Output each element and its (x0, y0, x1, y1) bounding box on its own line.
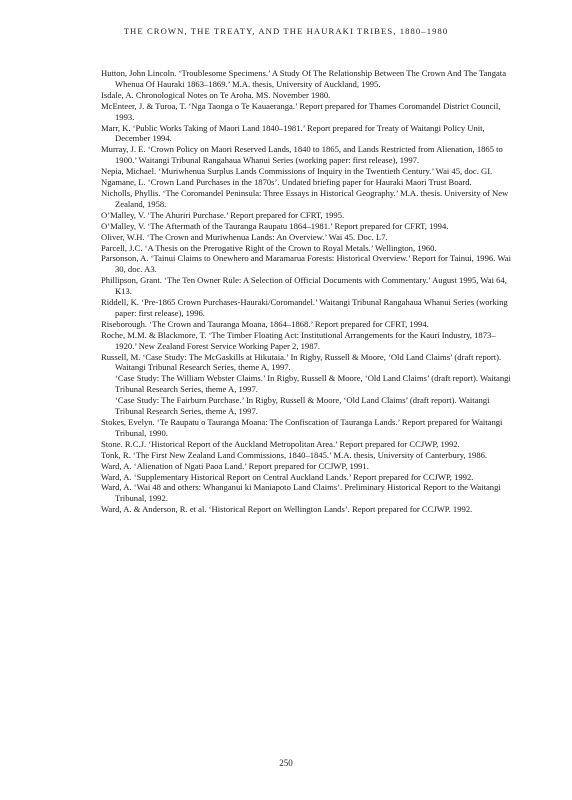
bibliography-entry: Parsonson, A. ‘Tainui Claims to Onewhero and Maramarua Forests: Historical Overview.’ Report for Tainui, 1996. Wai 30, doc. A3. (101, 253, 511, 275)
bibliography-entry: Isdale, A. Chronological Notes on Te Aroha. MS. November 1980. (101, 89, 331, 100)
bibliography-entry: Parcell, J.C. ‘A Thesis on the Prerogative Right of the Crown to Royal Metals.’ Wellington, 1960. (101, 242, 437, 253)
bibliography-entry: Riseborough. ‘The Crown and Tauranga Moana, 1864–1868.’ Report prepared for CFRT, 1994. (101, 318, 429, 329)
bibliography-entry: ‘Case Study: The William Webster Claims.’ In Rigby, Russell & Moore, ‘Old Land Claims’ (draft report). Waitangi Tribunal Research Series, theme A, 1997. (115, 373, 511, 395)
bibliography-entry: Roche, M.M. & Blackmore, T. ‘The Timber Floating Act: Institutional Arrangements for the Kauri Industry, 1873–1920.’ New Zealand Forest Service Working Paper 2, 1987. (101, 329, 496, 351)
bibliography-entry: Ward, A. ‘Alienation of Ngati Paoa Land.’ Report prepared for CCJWP, 1991. (101, 460, 369, 471)
bibliography-entry: McEnteer, J. & Turoa, T. ‘Nga Taonga o Te Kauaeranga.’ Report prepared for Thames Coromandel District Council, 1993. (101, 100, 501, 122)
bibliography-entry: Phillipson, Grant. ‘The Ten Owner Rule: A Selection of Official Documents with Commentary.’ August 1995, Wai 64, K13. (101, 275, 507, 297)
bibliography-entry: Nepia, Michael. ‘Muriwhenua Surplus Lands Commissions of Inquiry in the Twentieth Century.’ Wai 45, doc. GI. (101, 166, 493, 177)
bibliography-entry: Russell, M. ‘Case Study: The McGaskills at Hikutaia.’ In Rigby, Russell & Moore, ‘Old Land Claims’ (draft report). Waitangi Tribunal Research Series, theme A, 1997. (101, 351, 502, 373)
page-number: 250 (279, 758, 293, 768)
bibliography-entry: Riddell, K. ‘Pre-1865 Crown Purchases-Hauraki/Coromandel.’ Waitangi Tribunal Rangahaua Whanui Series (working paper: first release), 1996. (101, 297, 508, 318)
bibliography-entry: O’Malley, V. ‘The Ahuriri Purchase.’ Report prepared for CFRT, 1995. (101, 209, 345, 220)
bibliography-entry: Murray, J. E. ‘Crown Policy on Maori Reserved Lands, 1840 to 1865, and Lands Restricted from Alienation, 1865 to 1900.’ Waitangi Tribunal Rangahaua Whanui Series (working paper: first release), 1997. (101, 144, 503, 166)
bibliography-entry: Hutton, John Lincoln. ‘Troublesome Specimens.’ A Study Of The Relationship Between The Crown And The Tangata Whenua Of Hauraki 1863–1869.’ M.A. thesis, University of Auckland, 1995. (101, 68, 507, 89)
running-head: THE CROWN, THE TREATY, AND THE HAURAKI TRIBES, 1880–1980 (123, 26, 449, 36)
bibliography-entry: Stokes, Evelyn. ‘Te Raupatu o Tauranga Moana: The Confiscation of Tauranga Lands.’ Report prepared for Waitangi Tribunal, 1990. (101, 417, 503, 438)
bibliography-entry: Stone. R.C.J. ‘Historical Report of the Auckland Metropolitan Area.’ Report prepared for CCJWP, 1992. (101, 438, 460, 449)
bibliography-entry: Ngamane, L. ‘Crown Land Purchases in the 1870s’. Undated briefing paper for Hauraki Maori Trust Board. (101, 177, 472, 188)
bibliography-entry: Ward, A. ‘Wai 48 and others: Whanganui ki Maniapoto Land Claims’. Preliminary Historical Report to the Waitangi Tribunal, 1992. (101, 482, 501, 504)
bibliography-entry: Ward, A. & Anderson, R. et al. ‘Historical Report on Wellington Lands’. Report prepared for CCJWP. 1992. (101, 504, 473, 515)
bibliography-entry: O’Malley, V. ‘The Aftermath of the Tauranga Raupatu 1864–1981.’ Report prepared for CFRT, 1994. (101, 220, 449, 231)
bibliography-entry: Ward, A. ‘Supplementary Historical Report on Central Auckland Lands.’ Report prepared for CCJWP, 1992. (101, 471, 474, 482)
bibliography-list (101, 68, 513, 515)
bibliography-entry: Oliver, W.H. ‘The Crown and Muriwhenua Lands: An Overview.’ Wai 45. Doc. L7. (101, 231, 388, 242)
bibliography-entry: Tonk, R. ‘The First New Zealand Land Commissions, 1840–1845.’ M.A. thesis, University of Canterbury, 1986. (101, 449, 488, 460)
bibliography-entry: Marr, K. ‘Public Works Taking of Maori Land 1840–1981.’ Report prepared for Treaty of Waitangi Policy Unit, December 1994. (101, 122, 485, 144)
bibliography-entry: Nicholls, Phyllis. ‘The Coromandel Peninsula: Three Essays in Historical Geography.’ M.A. thesis. University of New Zealand, 1958. (101, 187, 509, 209)
bibliography-entry: ‘Case Study: The Fairburn Purchase.’ In Rigby, Russell & Moore, ‘Old Land Claims’ (draft report). Waitangi Tribunal Research Series, theme A, 1997. (115, 395, 490, 417)
